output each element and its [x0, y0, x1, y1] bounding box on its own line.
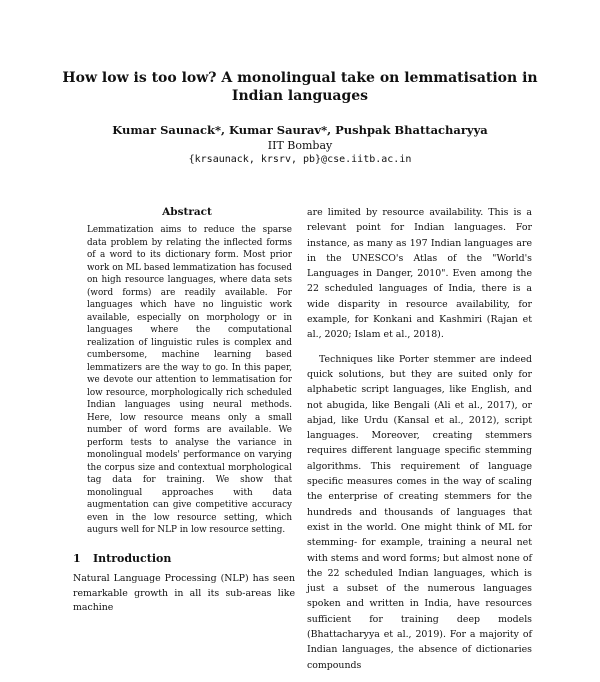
author-list: Kumar Saunack*, Kumar Saurav*, Pushpak Bhattacharyya: [112, 123, 488, 137]
author-emails: {krsaunack, krsrv, pb}@cse.iitb.ac.in: [188, 154, 412, 165]
section-title: Introduction: [93, 552, 172, 565]
section-heading-introduction: [73, 552, 293, 566]
right-column-paragraph-1: are limited by resource availability. This is a relevant point for Indian languages. For instance, as many as 197 Indian languages are in the UNESCO's Atlas of the "World's Languages in Danger, 2010". Even among the 22 scheduled languages of India, there is a wide disparity in resource availability, for example, for Konkani and Kashmiri (Rajan et al., 2020; Islam et al., 2018).: [307, 207, 532, 341]
paper-title: How low is too low? A monolingual take on lemmatisation in Indian languages: [62, 70, 538, 104]
abstract-heading: Abstract: [162, 206, 212, 218]
affiliation: IIT Bombay: [267, 139, 333, 152]
right-column: [307, 205, 532, 682]
section-number: 1: [73, 552, 81, 565]
introduction-text: Natural Language Processing (NLP) has seen remarkable growth in all its sub-areas like machine: [73, 573, 295, 613]
right-column-paragraph-2: Techniques like Porter stemmer are indeed quick solutions, but they are suited only for alphabetic script languages, like English, and not abugida, like Bengali (Ali et al., 2017), or abjad, like Urdu (Kansal et al., 2012), script languages. Moreover, creating stemmers requires different language specific stemming algorithms. This requirement of language specific measures comes in the way of scaling the enterprise of creating stemmers for the hundreds and thousands of languages that exist in the world. One might think of ML for stemming- for example, training a neural net with stems and word forms; but almost none of the 22 scheduled Indian languages, which is just a subset of the numerous languages spoken and written in India, have resources sufficient for training deep models (Bhattacharyya et al., 2019). For a majority of Indian languages, the absence of dictionaries compounds: [307, 353, 532, 671]
abstract-text: Lemmatization aims to reduce the sparse data problem by relating the inflected forms of a word to its dictionary form. Most prior work on ML based lemmatization has focused on high resource languages, where data sets (word forms) are readily available. For languages which have no linguistic work available, especially on morphology or in languages where the computational realization of linguistic rules is complex and cumbersome, machine learning based lemmatizers are the way to go. In this paper, we devote our attention to lemmatisation for low resource, morphologically rich scheduled Indian languages using neural methods. Here, low resource means only a small number of word forms are available. We perform tests to analyse the variance in monolingual models' performance on varying the corpus size and contextual morphological tag data for training. We show that monolingual approaches with data augmentation can give competitive accuracy even in the low resource setting, which augurs well for NLP in low resource setting.: [87, 225, 292, 535]
